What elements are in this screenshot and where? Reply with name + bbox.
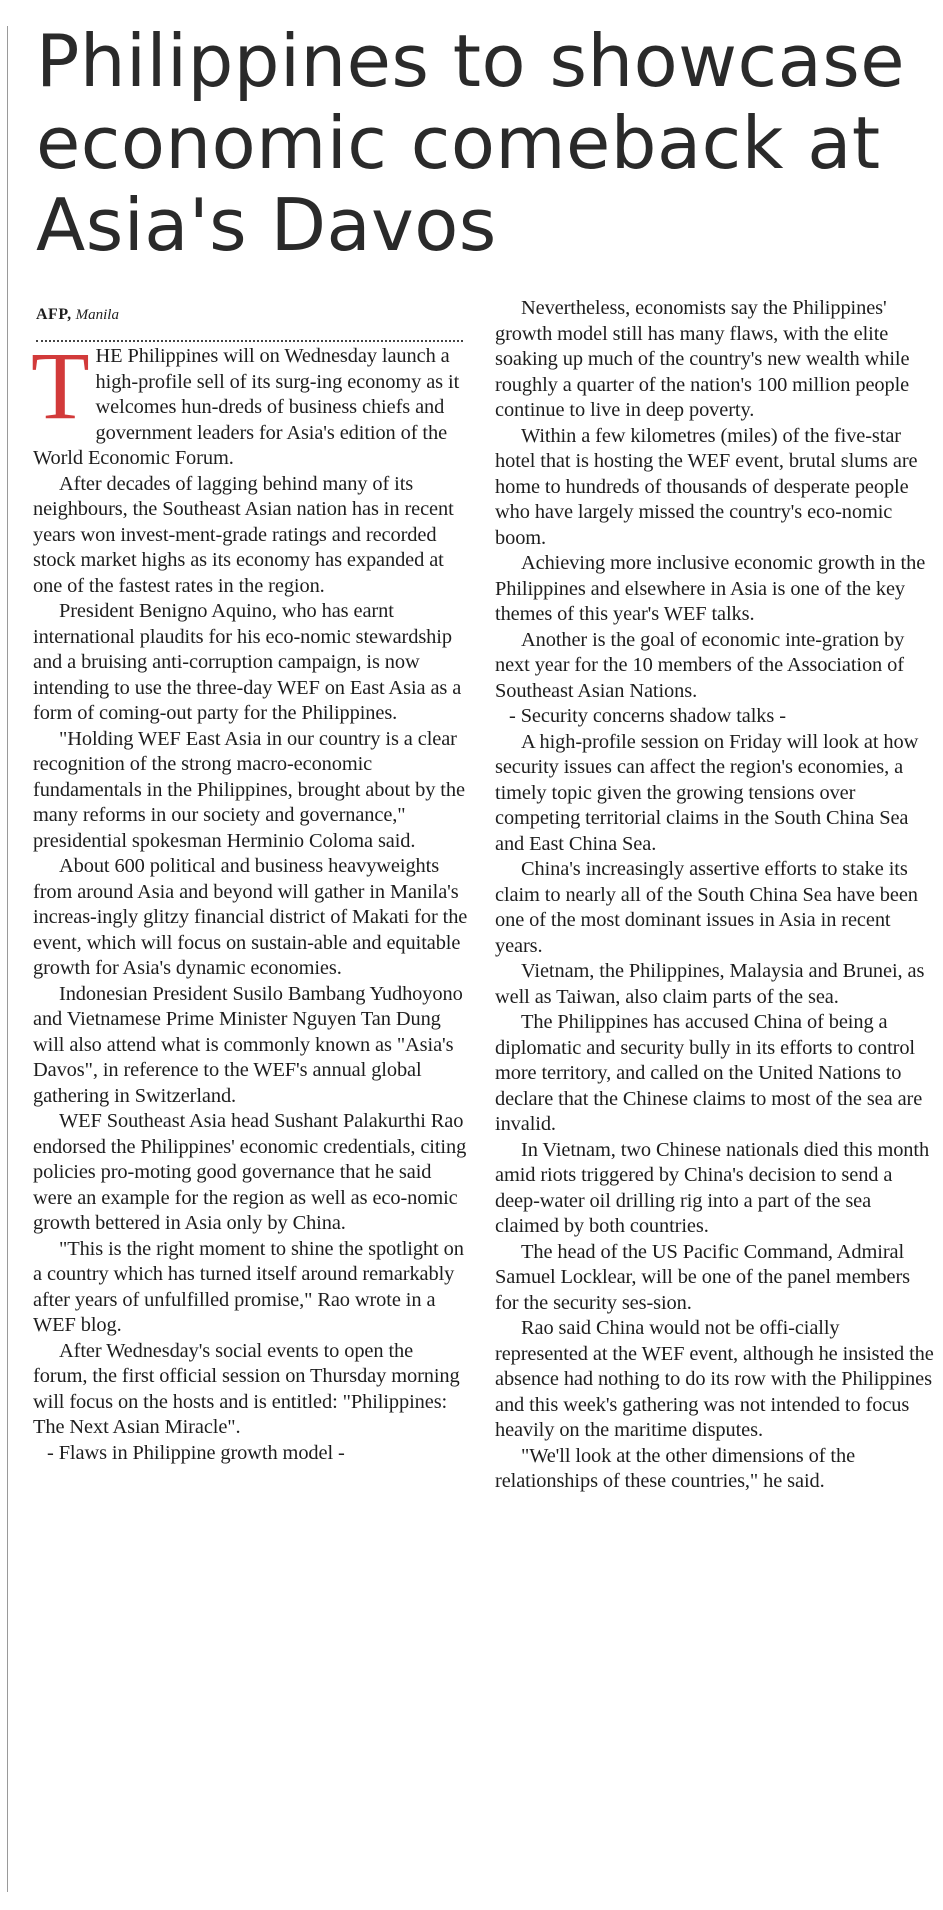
paragraph: Achieving more inclusive economic growth in the Philippines and elsewhere in Asia is one of the key themes of this year's WEF talks. [495, 552, 926, 625]
paragraph: After Wednesday's social events to open the forum, the first official session on Thursday morning will focus on the hosts and is entitled: "Philippines: The Next Asian Miracle". [33, 1339, 460, 1438]
paragraph: President Benigno Aquino, who has earnt international plaudits for his eco-nomic stewardship and a bruising anti-corruption campaign, is now intending to use the three-day WEF on East Asia as a form of coming-out party for the Philippines. [33, 600, 462, 724]
paragraph: The Philippines has accused China of being a diplomatic and security bully in its efforts to control more territory, and called on the United Nations to declare that the Chinese claims to most of the sea are invalid. [495, 1011, 923, 1135]
article-column-left [31, 332, 469, 1466]
column-rule [7, 26, 8, 1892]
paragraph: A high-profile session on Friday will look at how security issues can affect the region's economies, a timely topic given the growing tensions over competing territorial claims in the South China Sea and East China Sea. [495, 730, 919, 855]
paragraph: In Vietnam, two Chinese nationals died this month amid riots triggered by China's decision to send a deep-water oil drilling rig into a part of the sea claimed by both countries. [495, 1138, 930, 1237]
byline-divider [36, 340, 463, 342]
lead-paragraph [31, 332, 469, 472]
paragraph: Vietnam, the Philippines, Malaysia and Brunei, as well as Taiwan, also claim parts of the sea. [495, 960, 925, 1008]
paragraph: Indonesian President Susilo Bambang Yudhoyono and Vietnamese Prime Minister Nguyen Tan Dung will also attend what is commonly known as "Asia's Davos", in reference to the WEF's annual global gathering in Switzerland. [33, 982, 463, 1107]
article-column-right [495, 296, 935, 1495]
drop-cap: T [31, 332, 90, 439]
paragraph: China's increasingly assertive efforts to stake its claim to nearly all of the South China Sea have been one of the most dominant issues in Asia in recent years. [495, 858, 918, 957]
headline: Philippines to showcase economic comeback at Asia's Davos [36, 19, 906, 267]
paragraph: "This is the right moment to shine the spotlight on a country which has turned itself around remarkably after years of unfulfilled promise," Rao wrote in a WEF blog. [33, 1237, 464, 1336]
paragraph: Another is the goal of economic inte-gration by next year for the 10 members of the Association of Southeast Asian Nations. [495, 628, 905, 702]
paragraph: WEF Southeast Asia head Sushant Palakurthi Rao endorsed the Philippines' economic credentials, citing policies pro-moting good governance that he said were an example for the region as well as eco-nomic growth bettered in Asia only by China. [33, 1110, 467, 1234]
paragraph: After decades of lagging behind many of its neighbours, the Southeast Asian nation has in recent years won invest-ment-grade ratings and recorded stock market highs as its economy has expanded at one of the fastest rates in the region. [33, 472, 454, 597]
subheading: - Security concerns shadow talks - [509, 705, 786, 727]
lead-text: HE Philippines will on Wednesday launch a high-profile sell of its surg-ing economy as it welcomes hun-dreds of business chiefs and government leaders for Asia's edition of the World Economic Forum. [33, 345, 460, 469]
paragraph: Within a few kilometres (miles) of the five-star hotel that is hosting the WEF event, brutal slums are home to hundreds of thousands of desperate people who have largely missed the country's eco-nomic boom. [495, 424, 918, 549]
paragraph: Rao said China would not be offi-cially represented at the WEF event, although he insisted the absence had nothing to do its row with the Philippines and this week's gathering was not intended to focus heavily on the maritime disputes. [495, 1317, 934, 1441]
paragraph: "Holding WEF East Asia in our country is a clear recognition of the strong macro-economic fundamentals in the Philippines, brought about by the many reforms in our society and governance," presidential spokesman Herminio Coloma said. [33, 727, 465, 852]
byline-city: Manila [75, 307, 119, 323]
byline-agency: AFP, [36, 306, 72, 323]
paragraph: The head of the US Pacific Command, Admiral Samuel Locklear, will be one of the panel members for the security ses-sion. [495, 1240, 910, 1314]
paragraph: Nevertheless, economists say the Philippines' growth model still has many flaws, with the elite soaking up much of the country's new wealth while roughly a quarter of the nation's 100 million people continue to live in deep poverty. [495, 297, 910, 421]
byline [36, 304, 119, 325]
paragraph: "We'll look at the other dimensions of the relationships of these countries," he said. [495, 1444, 856, 1492]
paragraph: About 600 political and business heavyweights from around Asia and beyond will gather in Manila's increas-ingly glitzy financial district of Makati for the event, which will focus on sustain-able and equitable growth for Asia's dynamic economies. [33, 855, 468, 979]
subheading: - Flaws in Philippine growth model - [47, 1441, 345, 1464]
